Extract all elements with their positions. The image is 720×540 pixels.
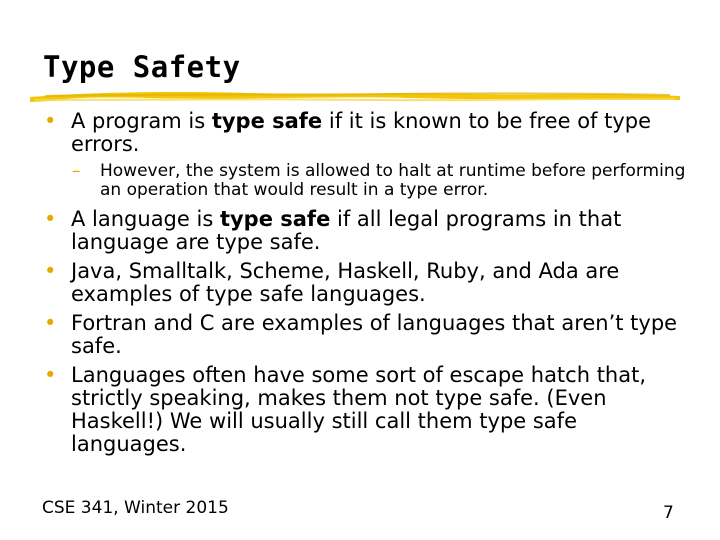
slide-title: Type Safety bbox=[43, 50, 241, 84]
bullet-text: Languages often have some sort of escape hatch that, strictly speaking, makes them not type safe. (Even Haskell!) We will usually still call them type safe languages. bbox=[71, 363, 647, 456]
bullet-item bbox=[44, 110, 694, 156]
bullet-text: A language is type safe if all legal programs in that language are type safe. bbox=[71, 207, 622, 254]
bullet-icon: • bbox=[44, 109, 57, 133]
page-number: 7 bbox=[663, 503, 674, 523]
sub-bullet-item bbox=[44, 162, 694, 200]
bullet-text: A program is type safe if it is known to be free of type errors. bbox=[71, 109, 652, 156]
title-underline-brush bbox=[30, 84, 680, 106]
bullet-item bbox=[44, 260, 694, 306]
bullet-icon: • bbox=[44, 207, 57, 231]
footer-course: CSE 341, Winter 2015 bbox=[42, 498, 229, 518]
sub-bullet-text: However, the system is allowed to halt at runtime before performing an operation that would result in a type error. bbox=[100, 161, 686, 200]
dash-icon: – bbox=[72, 161, 81, 181]
bullet-icon: • bbox=[44, 259, 57, 283]
bullet-icon: • bbox=[44, 363, 57, 387]
bullet-text: Fortran and C are examples of languages that aren’t type safe. bbox=[71, 311, 678, 358]
bullet-icon: • bbox=[44, 311, 57, 335]
bullet-item bbox=[44, 312, 694, 358]
bullet-item bbox=[44, 208, 694, 254]
bullet-list bbox=[44, 110, 694, 462]
bullet-item bbox=[44, 364, 694, 456]
bullet-text: Java, Smalltalk, Scheme, Haskell, Ruby, and Ada are examples of type safe languages. bbox=[71, 259, 620, 306]
